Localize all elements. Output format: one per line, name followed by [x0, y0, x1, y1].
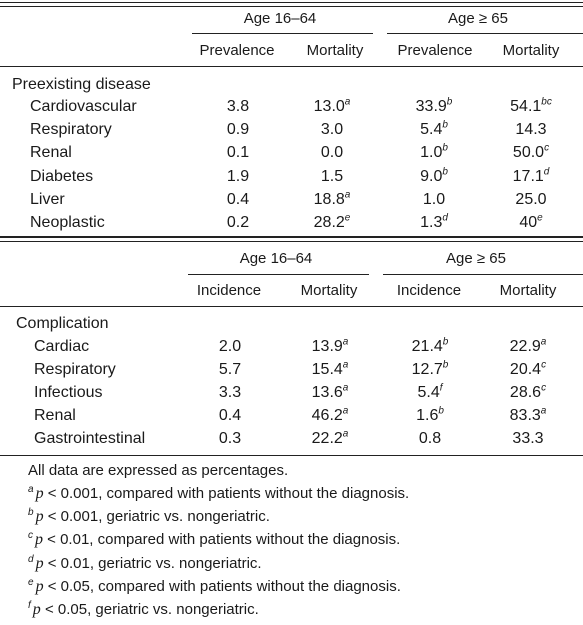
cell-value: 17.1 — [512, 167, 544, 185]
table-cell — [423, 191, 445, 209]
row-label: Cardiovascular — [30, 98, 137, 115]
table-cell — [416, 407, 444, 425]
table-cell — [219, 407, 241, 425]
footnote-variable: p — [35, 554, 44, 572]
section-label-complication: Complication — [16, 315, 109, 332]
significance-mark: a — [540, 336, 547, 348]
table-cell — [417, 384, 442, 402]
significance-mark: b — [442, 119, 448, 131]
col-header-mortality-young-b: Mortality — [300, 282, 358, 299]
cell-value: 0.2 — [226, 214, 250, 231]
significance-mark: a — [344, 96, 351, 108]
cell-value: 0.3 — [218, 430, 242, 447]
table-cell — [420, 144, 448, 162]
footnote-intro: All data are expressed as percentages. — [28, 462, 289, 479]
table-cell — [513, 144, 549, 162]
footnote-variable: p — [35, 577, 44, 595]
significance-mark: e — [344, 212, 351, 224]
significance-mark: a — [344, 189, 351, 201]
bottom-rule — [0, 455, 583, 456]
row-label: Renal — [30, 144, 72, 162]
table-cell — [513, 168, 550, 186]
significance-mark: bc — [541, 96, 552, 108]
cell-value: 83.3 — [509, 407, 541, 424]
col-header-mortality-old-b: Mortality — [499, 282, 557, 299]
col-header-prevalence-young: Prevalence — [199, 42, 275, 59]
table-cell — [312, 407, 349, 425]
cell-value: 3.3 — [218, 384, 242, 401]
footnote — [28, 601, 259, 619]
table-cell — [227, 214, 249, 232]
cell-value: 28.6 — [509, 384, 542, 401]
col-header-mortality-old: Mortality — [502, 42, 560, 59]
table-cell — [314, 98, 351, 116]
significance-mark: b — [442, 143, 448, 155]
section-label-preexisting: Preexisting disease — [12, 76, 151, 93]
significance-mark: f — [439, 382, 443, 394]
table-cell — [219, 361, 241, 379]
table-cell — [321, 144, 343, 162]
row-label: Diabetes — [30, 167, 94, 185]
col-header-mortality-young: Mortality — [306, 42, 364, 59]
cell-value: 5.7 — [218, 361, 242, 378]
table-cell — [420, 214, 448, 232]
cell-value: 25.0 — [515, 190, 547, 208]
cell-value: 1.9 — [226, 167, 250, 185]
row-label: Infectious — [34, 384, 103, 401]
group-header-age-65-plus-b: Age ≥ 65 — [446, 250, 506, 267]
footnote-text: < 0.01, geriatric vs. nongeriatric. — [43, 554, 262, 572]
footnote — [28, 555, 262, 573]
table-cell — [510, 98, 552, 116]
significance-mark: e — [537, 212, 543, 224]
cell-value: 13.0 — [313, 98, 345, 115]
row-label: Gastrointestinal — [34, 430, 146, 447]
cell-value: 1.3 — [420, 214, 443, 231]
footnote — [28, 531, 400, 549]
table-cell — [219, 338, 241, 356]
cell-value: 0.9 — [226, 121, 250, 139]
table-cell — [412, 361, 449, 379]
significance-mark: a — [540, 405, 547, 417]
group-rule-left — [192, 33, 373, 34]
table-cell — [510, 361, 546, 379]
row-label: Respiratory — [34, 361, 116, 378]
table-cell — [227, 144, 249, 162]
header-rule-b — [0, 306, 583, 307]
footnote-mark: c — [28, 530, 33, 542]
group-rule-right — [387, 33, 583, 34]
cell-value: 50.0 — [512, 144, 545, 162]
cell-value: 54.1 — [510, 98, 542, 115]
table-cell — [321, 121, 343, 139]
significance-mark: b — [442, 166, 448, 178]
cell-value: 21.4 — [411, 338, 443, 355]
row-label: Cardiac — [34, 338, 90, 355]
footnote-mark: e — [28, 576, 34, 588]
table-cell — [515, 191, 546, 209]
header-rule — [0, 66, 583, 67]
significance-mark: c — [544, 143, 550, 155]
table-cell — [519, 214, 542, 232]
col-header-incidence-young: Incidence — [196, 282, 262, 299]
table-cell — [419, 430, 441, 448]
significance-mark: a — [342, 382, 349, 394]
row-label: Renal — [34, 407, 76, 424]
significance-mark: b — [438, 405, 444, 417]
cell-value: 13.6 — [311, 384, 343, 401]
footnote-variable: p — [35, 531, 43, 549]
cell-value: 1.0 — [420, 144, 443, 162]
significance-mark: d — [543, 166, 550, 178]
cell-value: 22.9 — [509, 338, 541, 355]
footnote-text: < 0.001, compared with patients without the diagnosis. — [43, 485, 410, 502]
cell-value: 1.6 — [416, 407, 439, 424]
top-rule-inner — [0, 6, 583, 7]
cell-value: 33.9 — [415, 98, 447, 115]
cell-value: 9.0 — [420, 167, 443, 185]
cell-value: 40 — [519, 214, 538, 231]
table-cell — [510, 338, 547, 356]
significance-mark: a — [342, 336, 349, 348]
col-header-prevalence-old: Prevalence — [397, 42, 473, 59]
cell-value: 5.4 — [420, 121, 443, 139]
significance-mark: a — [342, 428, 349, 440]
group-header-age-16-64-b: Age 16–64 — [239, 250, 313, 267]
table-cell — [312, 338, 349, 356]
double-rule-upper — [0, 236, 583, 238]
double-rule-lower — [0, 241, 583, 242]
significance-mark: c — [541, 382, 547, 394]
table-cell — [314, 214, 351, 232]
cell-value: 2.0 — [218, 338, 242, 355]
cell-value: 0.1 — [226, 144, 250, 162]
table-cell — [416, 98, 453, 116]
cell-value: 3.0 — [320, 121, 344, 139]
row-label: Respiratory — [30, 121, 112, 139]
footnote-variable: p — [35, 508, 44, 526]
significance-mark: b — [446, 96, 453, 108]
group-rule-left-b — [188, 274, 369, 275]
footnote-variable: p — [32, 601, 41, 618]
cell-value: 5.4 — [417, 384, 440, 401]
table-cell — [312, 361, 349, 379]
footnote — [28, 508, 270, 526]
table-cell — [420, 121, 448, 139]
footnote-text: < 0.05, compared with patients without the diagnosis. — [43, 577, 401, 595]
table-cell — [312, 384, 349, 402]
cell-value: 12.7 — [411, 361, 443, 378]
cell-value: 18.8 — [313, 190, 345, 208]
col-header-incidence-old: Incidence — [396, 282, 462, 299]
table-cell — [219, 430, 241, 448]
cell-value: 46.2 — [311, 407, 343, 424]
table-cell — [412, 338, 449, 356]
cell-value: 1.0 — [422, 190, 446, 208]
cell-value: 0.4 — [226, 190, 250, 208]
footnote-mark: f — [28, 600, 31, 611]
significance-mark: c — [541, 359, 547, 371]
cell-value: 28.2 — [313, 214, 345, 231]
cell-value: 13.9 — [311, 338, 343, 355]
footnote — [28, 578, 401, 596]
cell-value: 15.4 — [311, 361, 343, 378]
significance-mark: b — [442, 359, 449, 371]
group-header-age-65-plus: Age ≥ 65 — [448, 10, 508, 27]
table-cell — [321, 168, 343, 186]
table-cell — [512, 430, 543, 448]
cell-value: 33.3 — [512, 430, 544, 447]
cell-value: 14.3 — [515, 121, 547, 139]
footnote — [28, 485, 409, 503]
footnote-text: < 0.01, compared with patients without the diagnosis. — [43, 531, 401, 549]
cell-value: 3.8 — [226, 98, 250, 115]
footnote-text: < 0.001, geriatric vs. nongeriatric. — [43, 508, 270, 526]
table-cell — [312, 430, 349, 448]
row-label: Liver — [30, 190, 65, 208]
significance-mark: a — [342, 405, 349, 417]
footnote-mark: d — [28, 553, 34, 565]
top-rule — [0, 2, 583, 3]
table-cell — [510, 384, 546, 402]
cell-value: 20.4 — [509, 361, 542, 378]
significance-mark: b — [442, 336, 449, 348]
table-cell — [510, 407, 547, 425]
footnote-text: < 0.05, geriatric vs. nongeriatric. — [40, 601, 259, 618]
group-header-age-16-64: Age 16–64 — [243, 10, 317, 27]
table-cell — [420, 168, 448, 186]
cell-value: 0.4 — [218, 407, 242, 424]
cell-value: 0.8 — [418, 430, 442, 447]
significance-mark: d — [442, 212, 448, 224]
table-cell — [227, 191, 249, 209]
cell-value: 1.5 — [320, 167, 344, 185]
row-label: Neoplastic — [30, 214, 105, 231]
cell-value: 22.2 — [311, 430, 343, 447]
table-cell — [227, 98, 249, 116]
footnote-mark: b — [28, 507, 34, 519]
footnote-mark: a — [28, 484, 34, 495]
table-cell — [515, 121, 546, 139]
significance-mark: a — [342, 359, 349, 371]
cell-value: 0.0 — [320, 144, 344, 162]
footnote-variable: p — [35, 485, 44, 502]
table-cell — [314, 191, 351, 209]
group-rule-right-b — [383, 274, 583, 275]
table-cell — [227, 168, 249, 186]
table-cell — [219, 384, 241, 402]
table-cell — [227, 121, 249, 139]
